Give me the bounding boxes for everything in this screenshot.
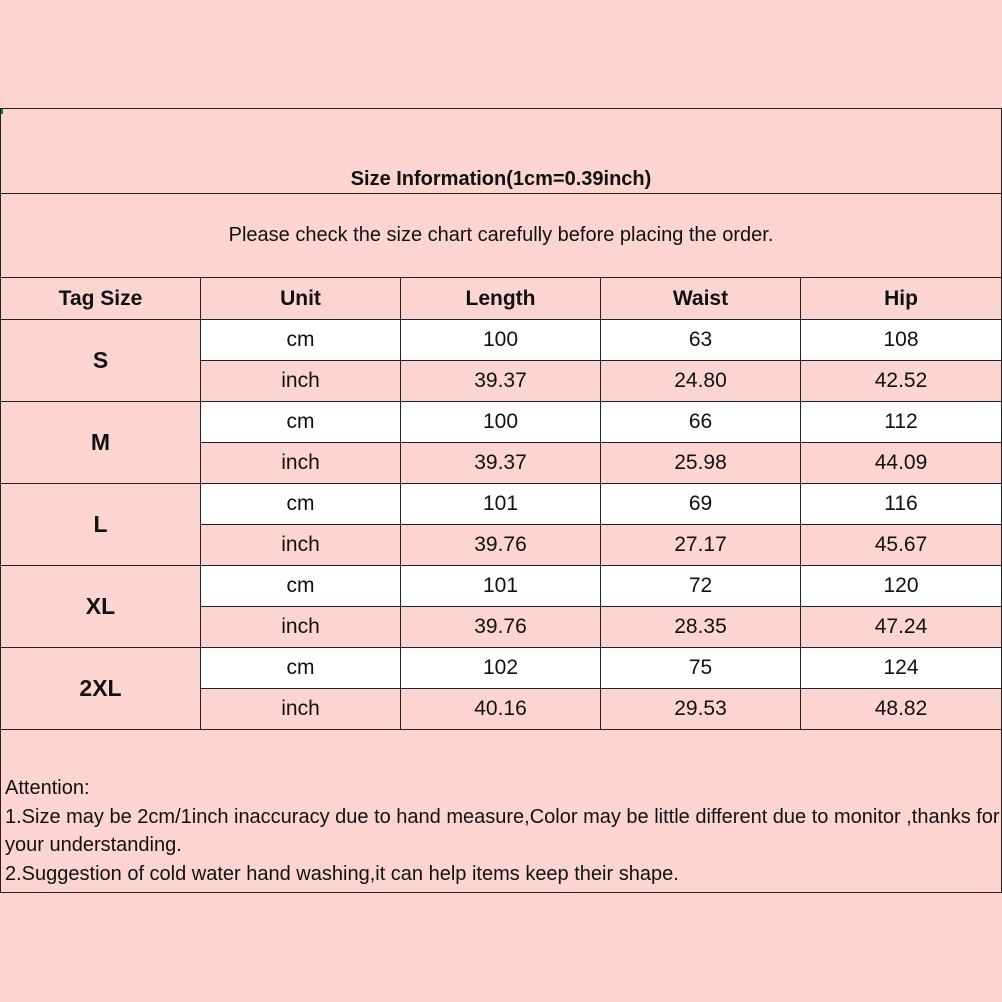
size-s-cm-row [1,320,1002,361]
size-m-cm-waist: 66 [601,402,801,443]
size-s-inch-length: 39.37 [401,361,601,402]
header-unit: Unit [201,278,401,320]
attention-heading: Attention: [5,777,90,799]
attention-line-1: 1.Size may be 2cm/1inch inaccuracy due to hand measure,Color may be little different due to monitor ,thanks for your understanding. [5,805,1000,856]
size-m-inch-unit: inch [201,443,401,484]
attention-spacer [1,730,1002,775]
size-m-cm-unit: cm [201,402,401,443]
size-l-tag: L [1,484,201,566]
attention-line-2: 2.Suggestion of cold water hand washing,it can help items keep their shape. [5,862,679,885]
size-2xl-cm-row [1,648,1002,689]
size-2xl-inch-waist: 29.53 [601,689,801,730]
size-2xl-cm-hip: 124 [801,648,1002,689]
size-2xl-inch-unit: inch [201,689,401,730]
size-xl-inch-length: 39.76 [401,607,601,648]
size-2xl-cm-waist: 75 [601,648,801,689]
size-l-cm-unit: cm [201,484,401,525]
header-length: Length [401,278,601,320]
size-xl-inch-waist: 28.35 [601,607,801,648]
size-m-inch-length: 39.37 [401,443,601,484]
attention-notes [1,774,1002,893]
size-xl-cm-length: 101 [401,566,601,607]
chart-title: Size Information(1cm=0.39inch) [1,109,1002,194]
size-s-inch-hip: 42.52 [801,361,1002,402]
size-l-cm-hip: 116 [801,484,1002,525]
size-xl-cm-waist: 72 [601,566,801,607]
size-xl-cm-hip: 120 [801,566,1002,607]
size-s-cm-waist: 63 [601,320,801,361]
size-xl-cm-row [1,566,1002,607]
size-2xl-inch-length: 40.16 [401,689,601,730]
size-l-inch-waist: 27.17 [601,525,801,566]
size-m-inch-hip: 44.09 [801,443,1002,484]
size-s-inch-waist: 24.80 [601,361,801,402]
size-l-inch-hip: 45.67 [801,525,1002,566]
header-waist: Waist [601,278,801,320]
header-hip: Hip [801,278,1002,320]
header-row [1,278,1002,320]
size-s-tag: S [1,320,201,402]
size-2xl-cm-length: 102 [401,648,601,689]
size-l-cm-waist: 69 [601,484,801,525]
size-xl-tag: XL [1,566,201,648]
size-m-cm-hip: 112 [801,402,1002,443]
size-s-cm-hip: 108 [801,320,1002,361]
size-2xl-cm-unit: cm [201,648,401,689]
size-chart-table [0,108,1002,893]
size-l-cm-length: 101 [401,484,601,525]
size-l-inch-length: 39.76 [401,525,601,566]
size-l-cm-row [1,484,1002,525]
size-s-cm-length: 100 [401,320,601,361]
header-tag-size: Tag Size [1,278,201,320]
size-s-inch-unit: inch [201,361,401,402]
size-m-inch-waist: 25.98 [601,443,801,484]
size-m-cm-length: 100 [401,402,601,443]
size-xl-cm-unit: cm [201,566,401,607]
size-xl-inch-unit: inch [201,607,401,648]
chart-notice: Please check the size chart carefully before placing the order. [1,194,1002,278]
size-xl-inch-hip: 47.24 [801,607,1002,648]
size-l-inch-unit: inch [201,525,401,566]
size-s-cm-unit: cm [201,320,401,361]
size-m-cm-row [1,402,1002,443]
size-2xl-inch-hip: 48.82 [801,689,1002,730]
size-m-tag: M [1,402,201,484]
size-2xl-tag: 2XL [1,648,201,730]
